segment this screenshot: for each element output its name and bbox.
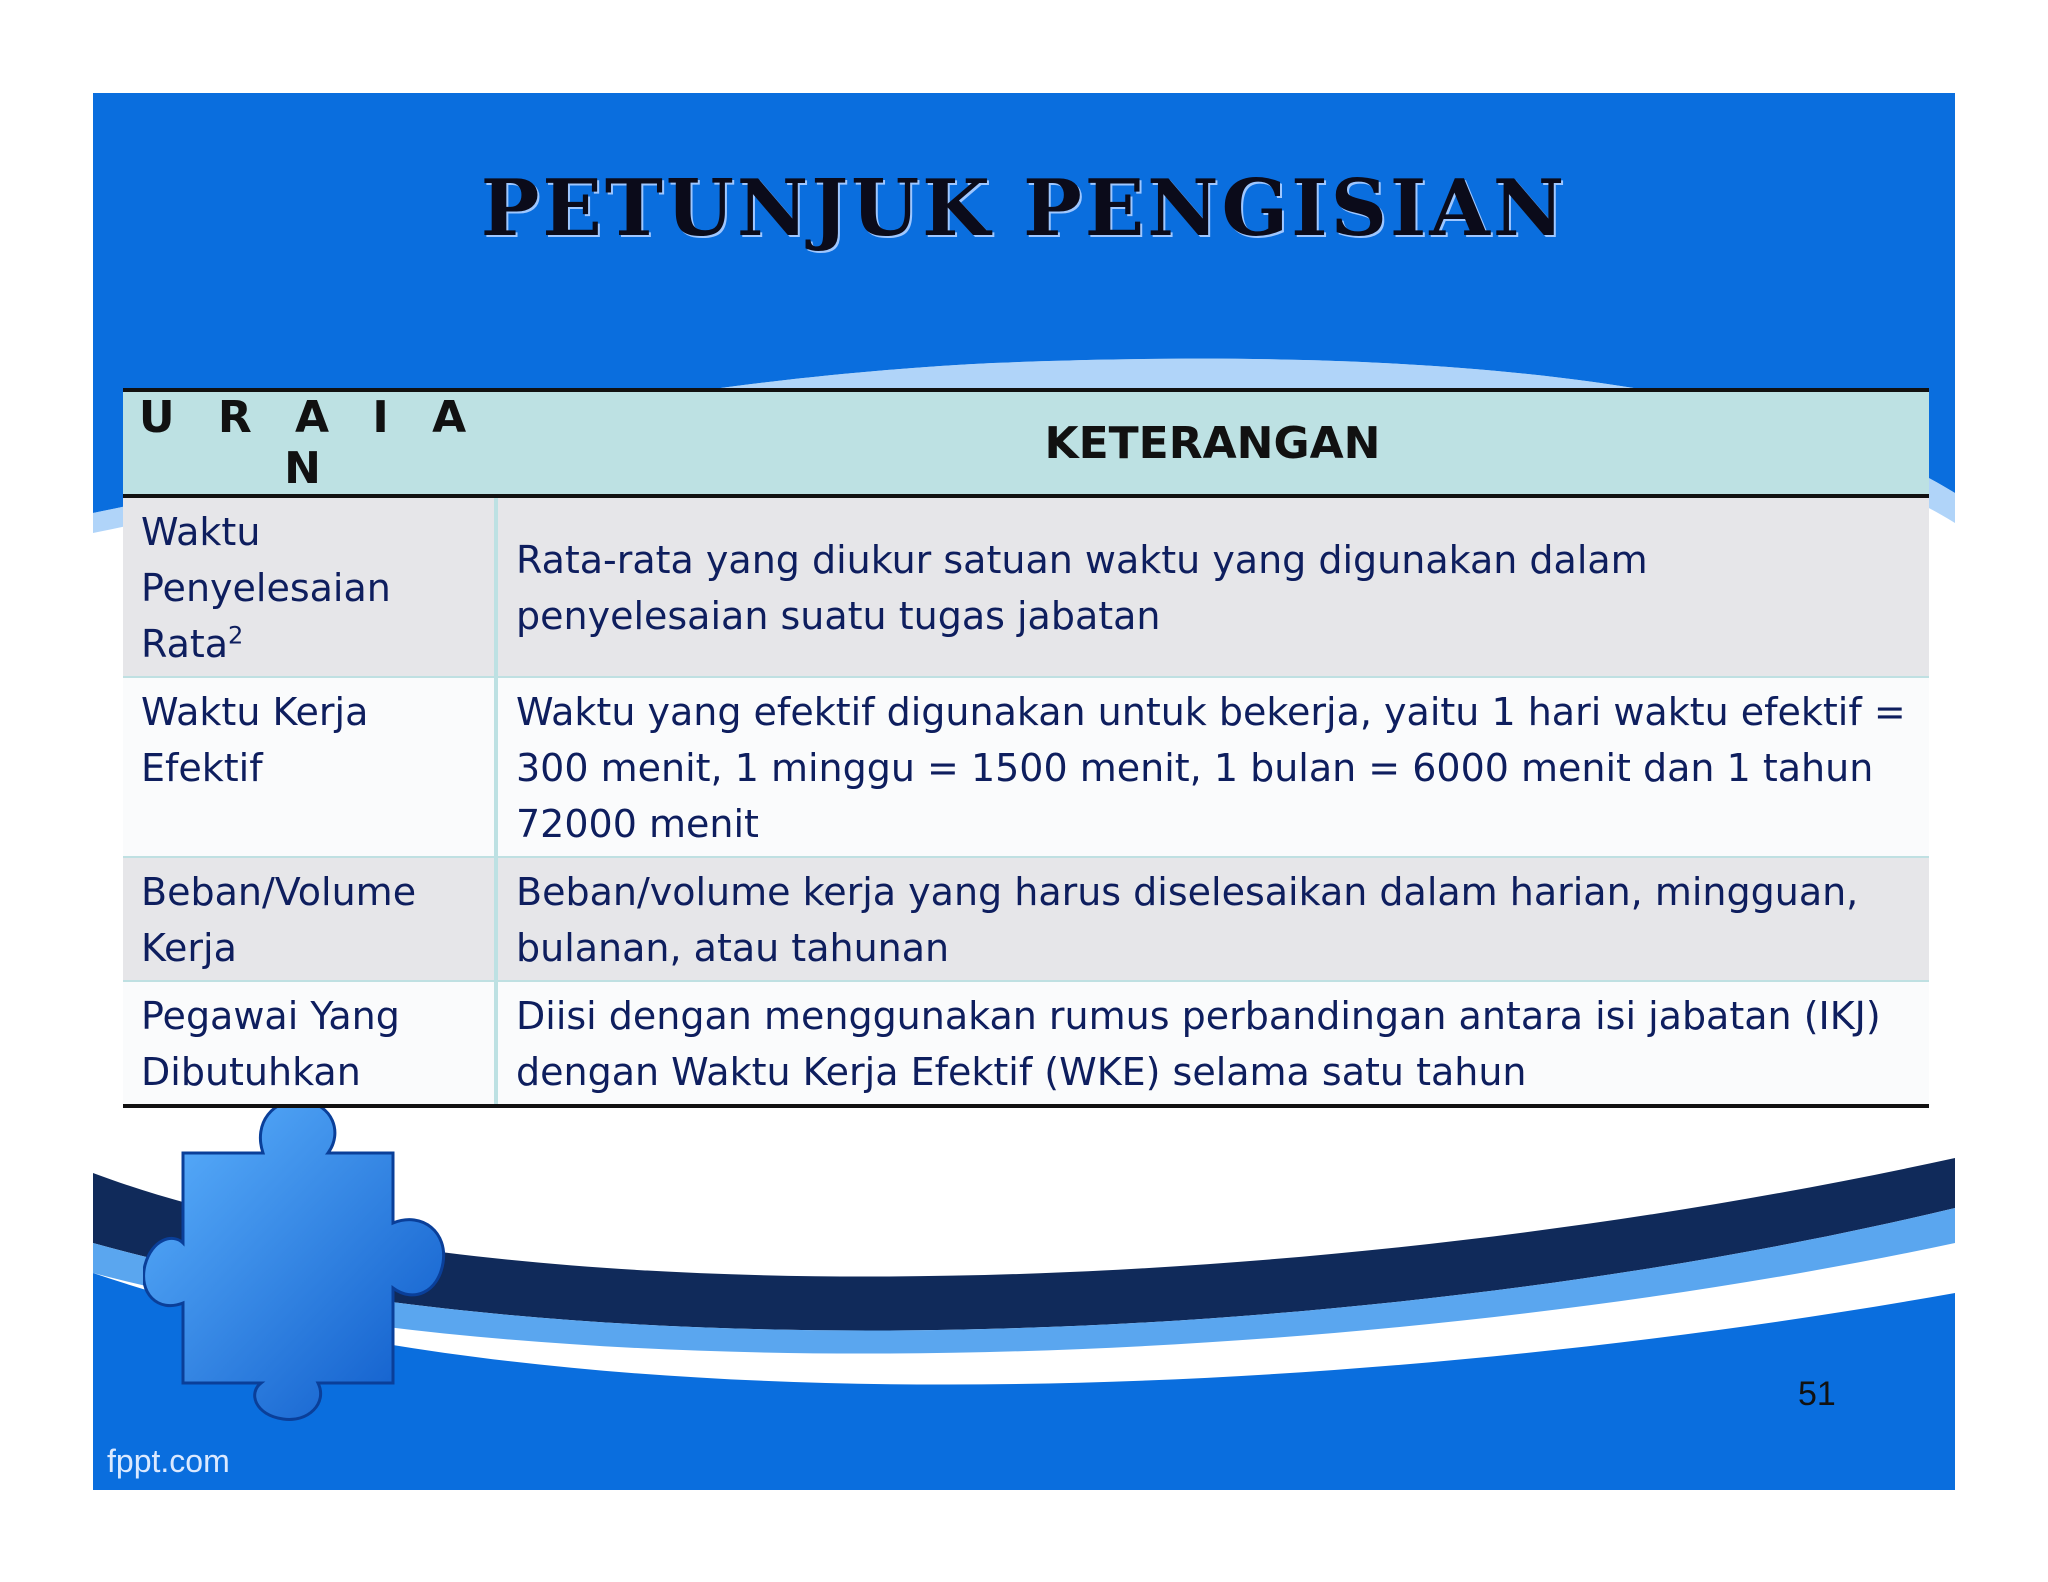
table-header-row <box>123 390 1929 496</box>
slide <box>93 93 1955 1490</box>
table-row <box>123 857 1929 981</box>
row-description: Rata-rata yang diukur satuan waktu yang digunakan dalam penyelesaian suatu tugas jabatan <box>496 496 1929 677</box>
row-item-label: Pegawai Yang Dibutuhkan <box>123 981 496 1106</box>
row-description: Beban/volume kerja yang harus diselesaikan dalam harian, mingguan, bulanan, atau tahunan <box>496 857 1929 981</box>
header-keterangan: KETERANGAN <box>496 390 1929 496</box>
row-description: Waktu yang efektif digunakan untuk bekerja, yaitu 1 hari waktu efektif = 300 menit, 1 minggu = 1500 menit, 1 bulan = 6000 menit dan 1 tahun 72000 menit <box>496 677 1929 857</box>
row-item-label: Waktu Penyelesaian Rata <box>141 510 391 666</box>
table-row <box>123 677 1929 857</box>
row-description: Diisi dengan menggunakan rumus perbandingan antara isi jabatan (IKJ) dengan Waktu Kerja Efektif (WKE) selama satu tahun <box>496 981 1929 1106</box>
row-item-superscript: 2 <box>228 621 244 650</box>
page-number: 51 <box>1798 1375 1836 1413</box>
table-row <box>123 496 1929 677</box>
instructions-table <box>123 388 1929 1108</box>
table-row <box>123 981 1929 1106</box>
slide-title: PETUNJUK PENGISIAN <box>480 163 1568 254</box>
row-item-label: Beban/Volume Kerja <box>123 857 496 981</box>
header-uraian: U R A I A N <box>123 390 496 496</box>
row-item-cell <box>123 496 496 677</box>
puzzle-piece-icon <box>143 1093 463 1423</box>
footer-logo: fppt.com <box>107 1443 230 1479</box>
row-item-label: Waktu Kerja Efektif <box>123 677 496 857</box>
